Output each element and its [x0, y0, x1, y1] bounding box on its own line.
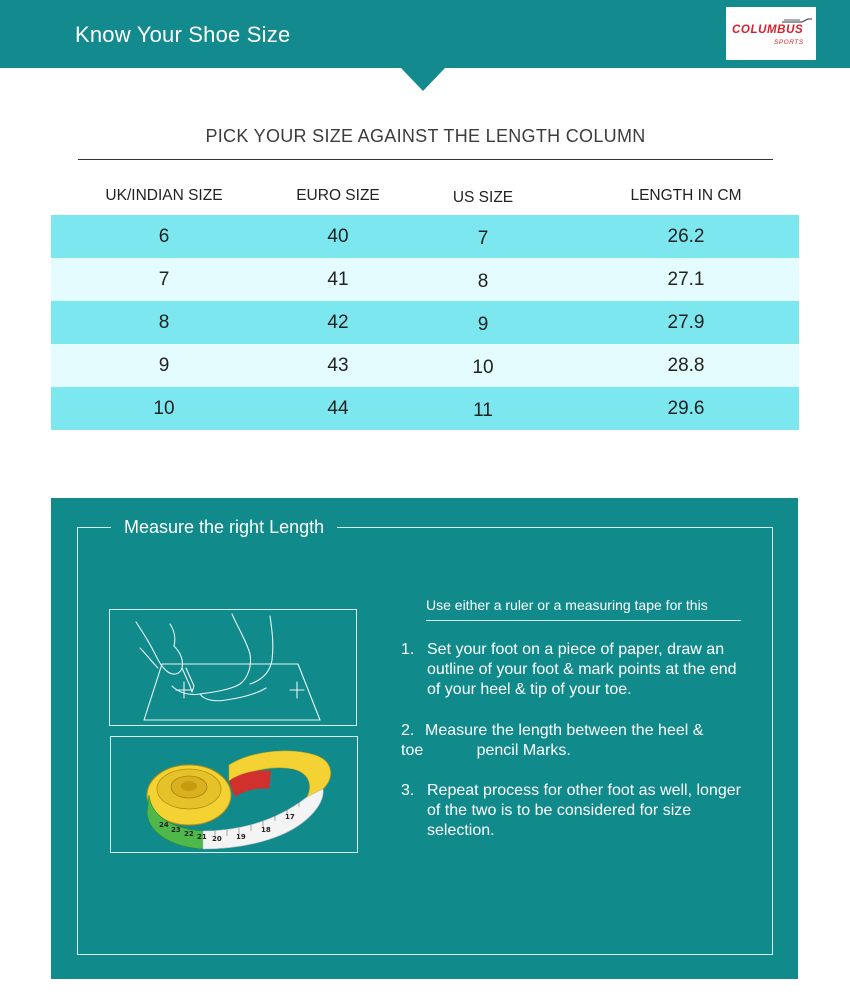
step-text: Set your foot on a piece of paper, draw an outline of your foot & mark points at the end of your heel & tip of your toe. — [427, 641, 737, 698]
header-pointer-arrow — [400, 67, 446, 91]
header-length-cm: LENGTH IN CM — [630, 187, 742, 204]
cell-length-cm: 26.2 — [667, 226, 705, 247]
header-us-size: US SIZE — [452, 189, 514, 206]
cell-us-size: 8 — [477, 271, 489, 292]
cell-uk-size: 9 — [158, 355, 170, 376]
cell-uk-size: 6 — [158, 226, 170, 247]
intro-divider — [426, 620, 741, 621]
instruction-step — [401, 640, 746, 700]
logo-subtext: SPORTS — [774, 39, 804, 46]
cell-length-cm: 28.8 — [667, 355, 705, 376]
tape-number: 24 — [159, 821, 169, 829]
cell-euro-size: 40 — [327, 226, 349, 247]
cell-length-cm: 27.9 — [667, 312, 705, 333]
table-header-row — [51, 180, 799, 215]
tape-number: 23 — [171, 826, 181, 834]
step-number: 3. — [401, 782, 415, 799]
step-number: 1. — [401, 641, 415, 658]
cell-euro-size: 42 — [327, 312, 349, 333]
cell-length-cm: 29.6 — [667, 398, 705, 419]
step-text: Repeat process for other foot as well, longer of the two is to be considered for size selection. — [427, 782, 741, 839]
cell-euro-size: 41 — [327, 269, 349, 290]
size-chart-table — [51, 180, 799, 430]
subtitle-divider — [78, 159, 773, 160]
measure-panel — [51, 498, 798, 979]
table-row — [51, 344, 799, 387]
measuring-tape-illustration-icon — [111, 737, 357, 852]
instructions-intro: Use either a ruler or a measuring tape for this — [426, 597, 708, 613]
tape-number: 21 — [197, 833, 207, 841]
tape-number: 22 — [184, 830, 194, 838]
table-row — [51, 301, 799, 344]
tape-number: 18 — [261, 826, 271, 834]
table-row — [51, 215, 799, 258]
cell-euro-size: 43 — [327, 355, 349, 376]
logo-wordmark: COLUMBUS — [732, 24, 804, 36]
cell-uk-size: 10 — [153, 398, 175, 419]
foot-illustration-box — [109, 609, 357, 726]
step-number: 2. — [401, 722, 415, 739]
cell-uk-size: 8 — [158, 312, 170, 333]
tape-number: 20 — [212, 835, 222, 843]
tape-number: 17 — [285, 813, 295, 821]
tape-illustration-box — [110, 736, 358, 853]
cell-euro-size: 44 — [327, 398, 349, 419]
header-bar — [0, 0, 850, 68]
panel-title: Measure the right Length — [124, 517, 325, 537]
header-euro-size: EURO SIZE — [296, 187, 380, 204]
header-uk-size: UK/INDIAN SIZE — [105, 187, 223, 204]
cell-uk-size: 7 — [158, 269, 170, 290]
step-text: Measure the length between the heel & toe pencil Marks. — [401, 722, 704, 759]
cell-us-size: 9 — [477, 314, 489, 335]
cell-us-size: 10 — [472, 357, 494, 378]
instruction-step — [401, 781, 746, 841]
cell-length-cm: 27.1 — [667, 269, 705, 290]
table-row — [51, 387, 799, 430]
cell-us-size: 7 — [477, 228, 489, 249]
cell-us-size: 11 — [473, 400, 493, 421]
foot-outline-illustration-icon — [110, 610, 356, 725]
panel-title-wrap — [111, 517, 337, 538]
tape-number: 19 — [236, 833, 246, 841]
section-subtitle: PICK YOUR SIZE AGAINST THE LENGTH COLUMN — [205, 126, 646, 146]
page-title: Know Your Shoe Size — [75, 22, 291, 47]
instruction-step — [401, 721, 746, 761]
brand-logo[interactable] — [726, 7, 816, 60]
table-row — [51, 258, 799, 301]
